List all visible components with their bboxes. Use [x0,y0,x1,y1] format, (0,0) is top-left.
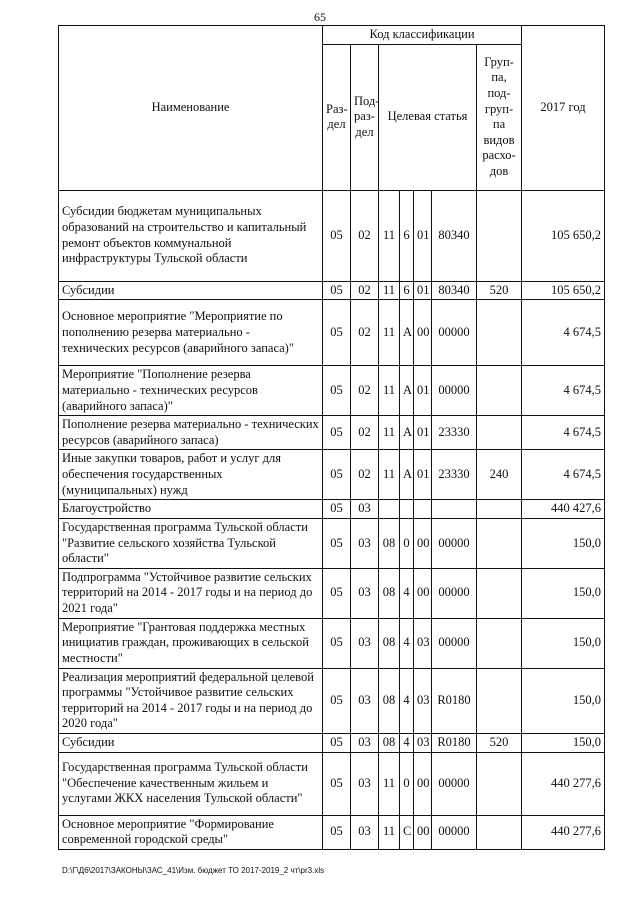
row-program-code: 08 [379,568,400,618]
row-subprogram-code: А [400,300,414,366]
row-section: 05 [323,281,351,300]
header-section: Раз- дел [323,44,351,190]
row-expense-group [477,668,522,734]
row-name: Мероприятие "Грантовая поддержка местных инициатив граждан, проживающих в сельской местности" [59,618,323,668]
row-amount: 150,0 [522,668,605,734]
row-subsection: 02 [351,300,379,366]
row-event-code: 00 [414,518,432,568]
header-subsection: Под- раз- дел [351,44,379,190]
row-direction-code: R0180 [432,668,477,734]
row-program-code: 08 [379,518,400,568]
row-expense-group [477,752,522,815]
row-name: Основное мероприятие "Мероприятие по пополнению резерва материально - технических ресурсов (аварийного запаса)" [59,300,323,366]
row-direction-code: 00000 [432,300,477,366]
row-event-code: 03 [414,668,432,734]
row-expense-group [477,366,522,416]
row-amount: 150,0 [522,518,605,568]
file-path-footer: D:\Г\Д6\2017\ЗАКОНЫ\ЗАС_41\Изм. бюджет ТО 2017-2019_2 чт\pr3.xls [62,866,325,875]
row-amount: 4 674,5 [522,366,605,416]
row-name: Субсидии [59,734,323,753]
row-subsection: 03 [351,618,379,668]
row-section: 05 [323,366,351,416]
row-subprogram-code: А [400,366,414,416]
row-section: 05 [323,190,351,281]
row-event-code: 01 [414,366,432,416]
row-direction-code [432,500,477,519]
row-subsection: 03 [351,568,379,618]
row-amount: 4 674,5 [522,450,605,500]
table-row [59,416,605,450]
row-name: Государственная программа Тульской области "Развитие сельского хозяйства Тульской области" [59,518,323,568]
header-code-group: Код классификации [323,26,522,45]
row-amount: 440 277,6 [522,815,605,849]
row-name: Мероприятие "Пополнение резерва материально - технических ресурсов (аварийного запаса)" [59,366,323,416]
row-program-code: 11 [379,281,400,300]
row-subsection: 03 [351,500,379,519]
row-expense-group [477,518,522,568]
row-subprogram-code: 0 [400,752,414,815]
header-year: 2017 год [522,26,605,191]
row-direction-code: 00000 [432,815,477,849]
table-row [59,518,605,568]
row-amount: 150,0 [522,568,605,618]
row-amount: 440 427,6 [522,500,605,519]
table-body [59,190,605,849]
row-direction-code: 23330 [432,416,477,450]
row-amount: 150,0 [522,618,605,668]
table-row [59,366,605,416]
table-row [59,300,605,366]
header-row-top [59,26,605,45]
table-row [59,281,605,300]
row-section: 05 [323,450,351,500]
row-subsection: 02 [351,450,379,500]
row-expense-group: 520 [477,734,522,753]
row-expense-group [477,190,522,281]
row-event-code: 01 [414,190,432,281]
header-expense-group: Груп- па, под- груп- па видов расхо- дов [477,44,522,190]
row-subsection: 02 [351,281,379,300]
row-name: Государственная программа Тульской области "Обеспечение качественным жильем и услугами ЖКХ населения Тульской области" [59,752,323,815]
row-event-code: 01 [414,281,432,300]
row-subprogram-code: 4 [400,618,414,668]
row-direction-code: R0180 [432,734,477,753]
row-section: 05 [323,416,351,450]
row-expense-group [477,416,522,450]
row-subprogram-code: 4 [400,568,414,618]
row-section: 05 [323,300,351,366]
row-event-code: 00 [414,300,432,366]
row-direction-code: 23330 [432,450,477,500]
row-direction-code: 00000 [432,518,477,568]
row-event-code [414,500,432,519]
row-expense-group [477,815,522,849]
row-amount: 105 650,2 [522,281,605,300]
row-section: 05 [323,752,351,815]
row-name: Иные закупки товаров, работ и услуг для обеспечения государственных (муниципальных) нужд [59,450,323,500]
row-event-code: 00 [414,568,432,618]
row-amount: 4 674,5 [522,300,605,366]
row-program-code [379,500,400,519]
row-program-code: 11 [379,190,400,281]
row-program-code: 11 [379,450,400,500]
row-name: Пополнение резерва материально - технических ресурсов (аварийного запаса) [59,416,323,450]
row-program-code: 11 [379,752,400,815]
row-amount: 105 650,2 [522,190,605,281]
row-subsection: 02 [351,366,379,416]
row-expense-group [477,618,522,668]
row-name: Благоустройство [59,500,323,519]
row-direction-code: 00000 [432,568,477,618]
table-row [59,734,605,753]
row-program-code: 11 [379,815,400,849]
row-section: 05 [323,518,351,568]
row-program-code: 11 [379,300,400,366]
row-section: 05 [323,500,351,519]
row-expense-group: 520 [477,281,522,300]
row-program-code: 08 [379,668,400,734]
row-subsection: 03 [351,518,379,568]
row-program-code: 11 [379,366,400,416]
table-row [59,500,605,519]
row-program-code: 11 [379,416,400,450]
row-amount: 150,0 [522,734,605,753]
header-target-article: Целевая статья [379,44,477,190]
row-subprogram-code [400,500,414,519]
row-direction-code: 80340 [432,190,477,281]
row-name: Подпрограмма "Устойчивое развитие сельских территорий на 2014 - 2017 годы и на период до 2021 года" [59,568,323,618]
row-subsection: 03 [351,815,379,849]
row-direction-code: 00000 [432,618,477,668]
row-direction-code: 00000 [432,366,477,416]
page-number: 65 [314,10,326,24]
row-amount: 440 277,6 [522,752,605,815]
row-subprogram-code: 6 [400,190,414,281]
row-name: Субсидии [59,281,323,300]
row-subprogram-code: А [400,416,414,450]
budget-table [58,25,605,850]
row-expense-group [477,568,522,618]
row-subprogram-code: 4 [400,668,414,734]
row-subsection: 03 [351,668,379,734]
row-subprogram-code: 0 [400,518,414,568]
row-event-code: 03 [414,618,432,668]
table-row [59,190,605,281]
row-subsection: 03 [351,752,379,815]
row-event-code: 01 [414,450,432,500]
row-expense-group: 240 [477,450,522,500]
row-subprogram-code: 4 [400,734,414,753]
table-row [59,668,605,734]
row-subprogram-code: С [400,815,414,849]
table-row [59,450,605,500]
row-name: Реализация мероприятий федеральной целевой программы "Устойчивое развитие сельских территорий на 2014 - 2017 годы и на период до 2020 года" [59,668,323,734]
row-section: 05 [323,618,351,668]
row-name: Основное мероприятие "Формирование современной городской среды" [59,815,323,849]
row-event-code: 03 [414,734,432,753]
row-subsection: 02 [351,416,379,450]
row-subprogram-code: А [400,450,414,500]
row-section: 05 [323,568,351,618]
row-amount: 4 674,5 [522,416,605,450]
row-section: 05 [323,815,351,849]
table-row [59,815,605,849]
table-row [59,568,605,618]
row-section: 05 [323,734,351,753]
row-name: Субсидии бюджетам муниципальных образований на строительство и капитальный ремонт объектов коммунальной инфраструктуры Тульской области [59,190,323,281]
row-program-code: 08 [379,618,400,668]
row-program-code: 08 [379,734,400,753]
row-direction-code: 00000 [432,752,477,815]
row-subsection: 03 [351,734,379,753]
row-event-code: 00 [414,752,432,815]
row-section: 05 [323,668,351,734]
table-row [59,752,605,815]
row-subsection: 02 [351,190,379,281]
header-name: Наименование [59,26,323,191]
row-event-code: 01 [414,416,432,450]
row-subprogram-code: 6 [400,281,414,300]
table-row [59,618,605,668]
row-expense-group [477,500,522,519]
row-event-code: 00 [414,815,432,849]
row-expense-group [477,300,522,366]
row-direction-code: 80340 [432,281,477,300]
